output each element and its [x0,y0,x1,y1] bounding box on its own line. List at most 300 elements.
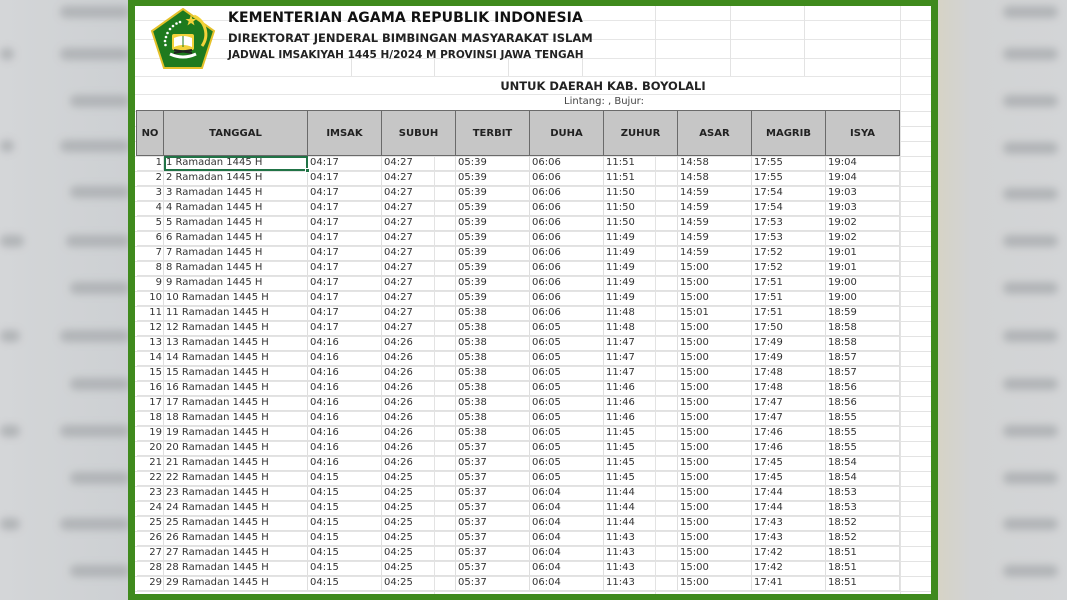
cell-tanggal[interactable]: 2 Ramadan 1445 H [164,171,308,186]
cell-imsak[interactable]: 04:16 [308,441,382,456]
cell-zuhur[interactable]: 11:46 [604,411,678,426]
cell-subuh[interactable]: 04:26 [382,336,456,351]
cell-terbit[interactable]: 05:38 [456,381,530,396]
cell-tanggal[interactable]: 11 Ramadan 1445 H [164,306,308,321]
cell-isya[interactable]: 18:55 [826,411,900,426]
cell-isya[interactable]: 19:00 [826,276,900,291]
cell-zuhur[interactable]: 11:50 [604,216,678,231]
cell-zuhur[interactable]: 11:43 [604,576,678,591]
cell-asar[interactable]: 14:59 [678,216,752,231]
cell-subuh[interactable]: 04:26 [382,366,456,381]
cell-duha[interactable]: 06:06 [530,216,604,231]
cell-subuh[interactable]: 04:27 [382,156,456,171]
cell-asar[interactable]: 15:00 [678,471,752,486]
column-header-magrib[interactable]: MAGRIB [752,111,826,156]
cell-duha[interactable]: 06:06 [530,261,604,276]
cell-duha[interactable]: 06:04 [530,516,604,531]
cell-asar[interactable]: 14:59 [678,186,752,201]
cell-subuh[interactable]: 04:26 [382,456,456,471]
cell-terbit[interactable]: 05:39 [456,261,530,276]
cell-imsak[interactable]: 04:17 [308,246,382,261]
cell-imsak[interactable]: 04:17 [308,171,382,186]
cell-subuh[interactable]: 04:27 [382,201,456,216]
cell-isya[interactable]: 19:01 [826,246,900,261]
cell-duha[interactable]: 06:04 [530,576,604,591]
cell-terbit[interactable]: 05:37 [456,531,530,546]
cell-magrib[interactable]: 17:53 [752,231,826,246]
cell-no[interactable]: 16 [137,381,164,396]
cell-asar[interactable]: 15:00 [678,381,752,396]
cell-terbit[interactable]: 05:37 [456,456,530,471]
cell-subuh[interactable]: 04:25 [382,576,456,591]
cell-asar[interactable]: 15:00 [678,456,752,471]
column-header-imsak[interactable]: IMSAK [308,111,382,156]
cell-magrib[interactable]: 17:44 [752,501,826,516]
cell-no[interactable]: 14 [137,351,164,366]
cell-asar[interactable]: 15:00 [678,531,752,546]
cell-imsak[interactable]: 04:15 [308,531,382,546]
cell-terbit[interactable]: 05:38 [456,321,530,336]
cell-tanggal[interactable]: 4 Ramadan 1445 H [164,201,308,216]
cell-magrib[interactable]: 17:47 [752,396,826,411]
cell-asar[interactable]: 15:00 [678,291,752,306]
cell-zuhur[interactable]: 11:43 [604,546,678,561]
cell-no[interactable]: 21 [137,456,164,471]
cell-magrib[interactable]: 17:51 [752,291,826,306]
cell-isya[interactable]: 18:51 [826,576,900,591]
cell-terbit[interactable]: 05:38 [456,336,530,351]
cell-tanggal[interactable]: 24 Ramadan 1445 H [164,501,308,516]
cell-tanggal[interactable]: 9 Ramadan 1445 H [164,276,308,291]
cell-asar[interactable]: 15:00 [678,576,752,591]
cell-terbit[interactable]: 05:39 [456,246,530,261]
cell-asar[interactable]: 15:00 [678,411,752,426]
cell-subuh[interactable]: 04:25 [382,486,456,501]
cell-terbit[interactable]: 05:39 [456,156,530,171]
cell-isya[interactable]: 18:57 [826,351,900,366]
cell-subuh[interactable]: 04:25 [382,531,456,546]
cell-subuh[interactable]: 04:27 [382,291,456,306]
cell-imsak[interactable]: 04:17 [308,321,382,336]
cell-tanggal[interactable]: 15 Ramadan 1445 H [164,366,308,381]
cell-subuh[interactable]: 04:27 [382,246,456,261]
cell-tanggal[interactable]: 22 Ramadan 1445 H [164,471,308,486]
cell-imsak[interactable]: 04:15 [308,471,382,486]
cell-isya[interactable]: 19:02 [826,216,900,231]
cell-tanggal[interactable]: 17 Ramadan 1445 H [164,396,308,411]
cell-asar[interactable]: 15:00 [678,351,752,366]
cell-isya[interactable]: 18:55 [826,441,900,456]
cell-magrib[interactable]: 17:55 [752,171,826,186]
cell-terbit[interactable]: 05:37 [456,516,530,531]
cell-terbit[interactable]: 05:39 [456,201,530,216]
cell-terbit[interactable]: 05:37 [456,441,530,456]
cell-zuhur[interactable]: 11:47 [604,366,678,381]
cell-duha[interactable]: 06:06 [530,291,604,306]
cell-magrib[interactable]: 17:55 [752,156,826,171]
cell-tanggal[interactable]: 13 Ramadan 1445 H [164,336,308,351]
cell-no[interactable]: 18 [137,411,164,426]
cell-subuh[interactable]: 04:27 [382,306,456,321]
cell-tanggal[interactable]: 23 Ramadan 1445 H [164,486,308,501]
cell-tanggal[interactable]: 6 Ramadan 1445 H [164,231,308,246]
cell-imsak[interactable]: 04:16 [308,411,382,426]
cell-subuh[interactable]: 04:26 [382,411,456,426]
cell-zuhur[interactable]: 11:48 [604,321,678,336]
column-header-isya[interactable]: ISYA [826,111,900,156]
cell-no[interactable]: 5 [137,216,164,231]
cell-magrib[interactable]: 17:45 [752,471,826,486]
cell-subuh[interactable]: 04:27 [382,216,456,231]
cell-magrib[interactable]: 17:45 [752,456,826,471]
cell-tanggal[interactable]: 26 Ramadan 1445 H [164,531,308,546]
cell-imsak[interactable]: 04:17 [308,231,382,246]
cell-asar[interactable]: 15:00 [678,516,752,531]
cell-magrib[interactable]: 17:42 [752,546,826,561]
cell-imsak[interactable]: 04:17 [308,186,382,201]
cell-tanggal[interactable]: 25 Ramadan 1445 H [164,516,308,531]
cell-tanggal[interactable]: 10 Ramadan 1445 H [164,291,308,306]
cell-asar[interactable]: 15:00 [678,336,752,351]
cell-terbit[interactable]: 05:39 [456,291,530,306]
cell-subuh[interactable]: 04:26 [382,441,456,456]
cell-zuhur[interactable]: 11:47 [604,351,678,366]
cell-asar[interactable]: 14:59 [678,201,752,216]
cell-isya[interactable]: 19:02 [826,231,900,246]
selected-cell[interactable]: 1 Ramadan 1445 H [164,156,308,171]
cell-asar[interactable]: 15:00 [678,486,752,501]
cell-duha[interactable]: 06:06 [530,246,604,261]
cell-no[interactable]: 28 [137,561,164,576]
cell-zuhur[interactable]: 11:50 [604,186,678,201]
cell-tanggal[interactable]: 8 Ramadan 1445 H [164,261,308,276]
cell-terbit[interactable]: 05:39 [456,276,530,291]
cell-tanggal[interactable]: 28 Ramadan 1445 H [164,561,308,576]
cell-duha[interactable]: 06:05 [530,336,604,351]
cell-duha[interactable]: 06:05 [530,456,604,471]
cell-asar[interactable]: 15:01 [678,306,752,321]
cell-subuh[interactable]: 04:25 [382,546,456,561]
cell-subuh[interactable]: 04:26 [382,351,456,366]
cell-tanggal[interactable]: 19 Ramadan 1445 H [164,426,308,441]
cell-asar[interactable]: 15:00 [678,321,752,336]
cell-isya[interactable]: 18:57 [826,366,900,381]
cell-terbit[interactable]: 05:39 [456,171,530,186]
cell-no[interactable]: 25 [137,516,164,531]
cell-isya[interactable]: 19:04 [826,156,900,171]
cell-imsak[interactable]: 04:16 [308,366,382,381]
cell-subuh[interactable]: 04:27 [382,321,456,336]
cell-terbit[interactable]: 05:38 [456,426,530,441]
cell-tanggal[interactable]: 29 Ramadan 1445 H [164,576,308,591]
column-header-asar[interactable]: ASAR [678,111,752,156]
cell-isya[interactable]: 18:56 [826,396,900,411]
cell-terbit[interactable]: 05:37 [456,546,530,561]
cell-duha[interactable]: 06:04 [530,531,604,546]
cell-subuh[interactable]: 04:27 [382,171,456,186]
cell-zuhur[interactable]: 11:45 [604,426,678,441]
cell-duha[interactable]: 06:06 [530,186,604,201]
cell-magrib[interactable]: 17:47 [752,411,826,426]
cell-magrib[interactable]: 17:49 [752,351,826,366]
cell-no[interactable]: 1 [137,156,164,171]
cell-duha[interactable]: 06:05 [530,441,604,456]
cell-imsak[interactable]: 04:15 [308,546,382,561]
cell-asar[interactable]: 15:00 [678,501,752,516]
cell-tanggal[interactable]: 20 Ramadan 1445 H [164,441,308,456]
cell-zuhur[interactable]: 11:48 [604,306,678,321]
cell-terbit[interactable]: 05:38 [456,306,530,321]
cell-isya[interactable]: 19:03 [826,201,900,216]
cell-subuh[interactable]: 04:25 [382,516,456,531]
cell-terbit[interactable]: 05:37 [456,471,530,486]
cell-magrib[interactable]: 17:50 [752,321,826,336]
cell-zuhur[interactable]: 11:51 [604,171,678,186]
cell-isya[interactable]: 18:54 [826,456,900,471]
cell-no[interactable]: 22 [137,471,164,486]
cell-magrib[interactable]: 17:53 [752,216,826,231]
cell-zuhur[interactable]: 11:50 [604,201,678,216]
cell-duha[interactable]: 06:04 [530,501,604,516]
cell-no[interactable]: 6 [137,231,164,246]
cell-imsak[interactable]: 04:17 [308,291,382,306]
cell-zuhur[interactable]: 11:46 [604,396,678,411]
cell-tanggal[interactable]: 18 Ramadan 1445 H [164,411,308,426]
column-header-tanggal[interactable]: TANGGAL [164,111,308,156]
column-header-terbit[interactable]: TERBIT [456,111,530,156]
cell-isya[interactable]: 19:00 [826,291,900,306]
cell-imsak[interactable]: 04:16 [308,351,382,366]
cell-asar[interactable]: 15:00 [678,441,752,456]
cell-isya[interactable]: 19:01 [826,261,900,276]
cell-isya[interactable]: 18:51 [826,561,900,576]
column-header-no[interactable]: NO [137,111,164,156]
cell-terbit[interactable]: 05:38 [456,411,530,426]
cell-zuhur[interactable]: 11:51 [604,156,678,171]
cell-duha[interactable]: 06:06 [530,231,604,246]
cell-isya[interactable]: 18:59 [826,306,900,321]
cell-imsak[interactable]: 04:16 [308,336,382,351]
cell-no[interactable]: 15 [137,366,164,381]
cell-zuhur[interactable]: 11:47 [604,336,678,351]
cell-tanggal[interactable]: 21 Ramadan 1445 H [164,456,308,471]
cell-magrib[interactable]: 17:48 [752,381,826,396]
cell-duha[interactable]: 06:04 [530,486,604,501]
cell-magrib[interactable]: 17:46 [752,426,826,441]
cell-subuh[interactable]: 04:26 [382,426,456,441]
column-header-duha[interactable]: DUHA [530,111,604,156]
cell-magrib[interactable]: 17:43 [752,531,826,546]
cell-no[interactable]: 10 [137,291,164,306]
cell-magrib[interactable]: 17:48 [752,366,826,381]
cell-imsak[interactable]: 04:15 [308,561,382,576]
cell-duha[interactable]: 06:06 [530,276,604,291]
cell-no[interactable]: 29 [137,576,164,591]
cell-imsak[interactable]: 04:17 [308,306,382,321]
cell-zuhur[interactable]: 11:45 [604,441,678,456]
cell-no[interactable]: 4 [137,201,164,216]
cell-zuhur[interactable]: 11:45 [604,456,678,471]
cell-terbit[interactable]: 05:39 [456,186,530,201]
cell-zuhur[interactable]: 11:44 [604,486,678,501]
cell-imsak[interactable]: 04:15 [308,501,382,516]
cell-terbit[interactable]: 05:38 [456,366,530,381]
cell-tanggal[interactable]: 3 Ramadan 1445 H [164,186,308,201]
cell-imsak[interactable]: 04:17 [308,261,382,276]
cell-zuhur[interactable]: 11:46 [604,381,678,396]
cell-isya[interactable]: 18:53 [826,501,900,516]
cell-zuhur[interactable]: 11:49 [604,291,678,306]
cell-imsak[interactable]: 04:16 [308,396,382,411]
cell-terbit[interactable]: 05:39 [456,216,530,231]
cell-no[interactable]: 17 [137,396,164,411]
cell-terbit[interactable]: 05:38 [456,396,530,411]
cell-no[interactable]: 11 [137,306,164,321]
cell-magrib[interactable]: 17:51 [752,306,826,321]
cell-isya[interactable]: 18:53 [826,486,900,501]
cell-isya[interactable]: 18:52 [826,516,900,531]
cell-isya[interactable]: 18:51 [826,546,900,561]
column-header-zuhur[interactable]: ZUHUR [604,111,678,156]
cell-no[interactable]: 26 [137,531,164,546]
cell-imsak[interactable]: 04:15 [308,486,382,501]
cell-zuhur[interactable]: 11:49 [604,246,678,261]
cell-tanggal[interactable]: 27 Ramadan 1445 H [164,546,308,561]
cell-no[interactable]: 8 [137,261,164,276]
cell-imsak[interactable]: 04:16 [308,456,382,471]
cell-terbit[interactable]: 05:37 [456,561,530,576]
cell-zuhur[interactable]: 11:49 [604,231,678,246]
cell-magrib[interactable]: 17:54 [752,186,826,201]
cell-tanggal[interactable]: 5 Ramadan 1445 H [164,216,308,231]
cell-asar[interactable]: 15:00 [678,396,752,411]
cell-magrib[interactable]: 17:46 [752,441,826,456]
cell-imsak[interactable]: 04:16 [308,381,382,396]
cell-isya[interactable]: 19:04 [826,171,900,186]
cell-asar[interactable]: 15:00 [678,561,752,576]
cell-tanggal[interactable]: 14 Ramadan 1445 H [164,351,308,366]
cell-no[interactable]: 9 [137,276,164,291]
cell-terbit[interactable]: 05:38 [456,351,530,366]
cell-zuhur[interactable]: 11:44 [604,516,678,531]
cell-terbit[interactable]: 05:39 [456,231,530,246]
cell-asar[interactable]: 14:58 [678,171,752,186]
cell-subuh[interactable]: 04:27 [382,276,456,291]
cell-magrib[interactable]: 17:52 [752,261,826,276]
cell-subuh[interactable]: 04:25 [382,471,456,486]
cell-duha[interactable]: 06:06 [530,306,604,321]
cell-asar[interactable]: 15:00 [678,261,752,276]
cell-subuh[interactable]: 04:27 [382,231,456,246]
cell-magrib[interactable]: 17:51 [752,276,826,291]
cell-duha[interactable]: 06:05 [530,411,604,426]
cell-imsak[interactable]: 04:15 [308,516,382,531]
cell-subuh[interactable]: 04:25 [382,561,456,576]
cell-no[interactable]: 3 [137,186,164,201]
cell-duha[interactable]: 06:06 [530,171,604,186]
cell-no[interactable]: 19 [137,426,164,441]
fill-handle[interactable] [305,168,310,173]
cell-asar[interactable]: 15:00 [678,366,752,381]
cell-imsak[interactable]: 04:17 [308,156,382,171]
cell-isya[interactable]: 18:55 [826,426,900,441]
cell-isya[interactable]: 18:54 [826,471,900,486]
cell-no[interactable]: 23 [137,486,164,501]
cell-asar[interactable]: 14:59 [678,246,752,261]
cell-no[interactable]: 13 [137,336,164,351]
cell-magrib[interactable]: 17:52 [752,246,826,261]
cell-imsak[interactable]: 04:16 [308,426,382,441]
cell-isya[interactable]: 18:58 [826,336,900,351]
cell-imsak[interactable]: 04:15 [308,576,382,591]
cell-no[interactable]: 24 [137,501,164,516]
cell-duha[interactable]: 06:05 [530,321,604,336]
cell-terbit[interactable]: 05:37 [456,486,530,501]
cell-zuhur[interactable]: 11:43 [604,561,678,576]
cell-duha[interactable]: 06:04 [530,546,604,561]
cell-asar[interactable]: 15:00 [678,426,752,441]
cell-no[interactable]: 20 [137,441,164,456]
cell-imsak[interactable]: 04:17 [308,201,382,216]
cell-isya[interactable]: 19:03 [826,186,900,201]
cell-terbit[interactable]: 05:37 [456,501,530,516]
cell-zuhur[interactable]: 11:44 [604,501,678,516]
cell-duha[interactable]: 06:04 [530,561,604,576]
cell-subuh[interactable]: 04:27 [382,186,456,201]
cell-asar[interactable]: 15:00 [678,276,752,291]
cell-duha[interactable]: 06:06 [530,156,604,171]
cell-tanggal[interactable]: 7 Ramadan 1445 H [164,246,308,261]
cell-duha[interactable]: 06:05 [530,381,604,396]
column-header-subuh[interactable]: SUBUH [382,111,456,156]
cell-no[interactable]: 2 [137,171,164,186]
cell-isya[interactable]: 18:52 [826,531,900,546]
cell-isya[interactable]: 18:58 [826,321,900,336]
cell-subuh[interactable]: 04:26 [382,381,456,396]
cell-magrib[interactable]: 17:42 [752,561,826,576]
cell-asar[interactable]: 14:59 [678,231,752,246]
cell-subuh[interactable]: 04:26 [382,396,456,411]
cell-duha[interactable]: 06:05 [530,426,604,441]
cell-zuhur[interactable]: 11:49 [604,276,678,291]
cell-no[interactable]: 12 [137,321,164,336]
cell-zuhur[interactable]: 11:43 [604,531,678,546]
cell-tanggal[interactable]: 12 Ramadan 1445 H [164,321,308,336]
cell-no[interactable]: 7 [137,246,164,261]
cell-magrib[interactable]: 17:54 [752,201,826,216]
cell-magrib[interactable]: 17:41 [752,576,826,591]
cell-magrib[interactable]: 17:44 [752,486,826,501]
cell-asar[interactable]: 14:58 [678,156,752,171]
cell-imsak[interactable]: 04:17 [308,276,382,291]
cell-duha[interactable]: 06:05 [530,366,604,381]
cell-tanggal[interactable]: 16 Ramadan 1445 H [164,381,308,396]
cell-magrib[interactable]: 17:49 [752,336,826,351]
cell-duha[interactable]: 06:06 [530,201,604,216]
cell-isya[interactable]: 18:56 [826,381,900,396]
cell-terbit[interactable]: 05:37 [456,576,530,591]
cell-magrib[interactable]: 17:43 [752,516,826,531]
cell-asar[interactable]: 15:00 [678,546,752,561]
cell-zuhur[interactable]: 11:49 [604,261,678,276]
cell-zuhur[interactable]: 11:45 [604,471,678,486]
cell-duha[interactable]: 06:05 [530,396,604,411]
cell-duha[interactable]: 06:05 [530,351,604,366]
cell-duha[interactable]: 06:05 [530,471,604,486]
cell-subuh[interactable]: 04:27 [382,261,456,276]
cell-imsak[interactable]: 04:17 [308,216,382,231]
cell-no[interactable]: 27 [137,546,164,561]
